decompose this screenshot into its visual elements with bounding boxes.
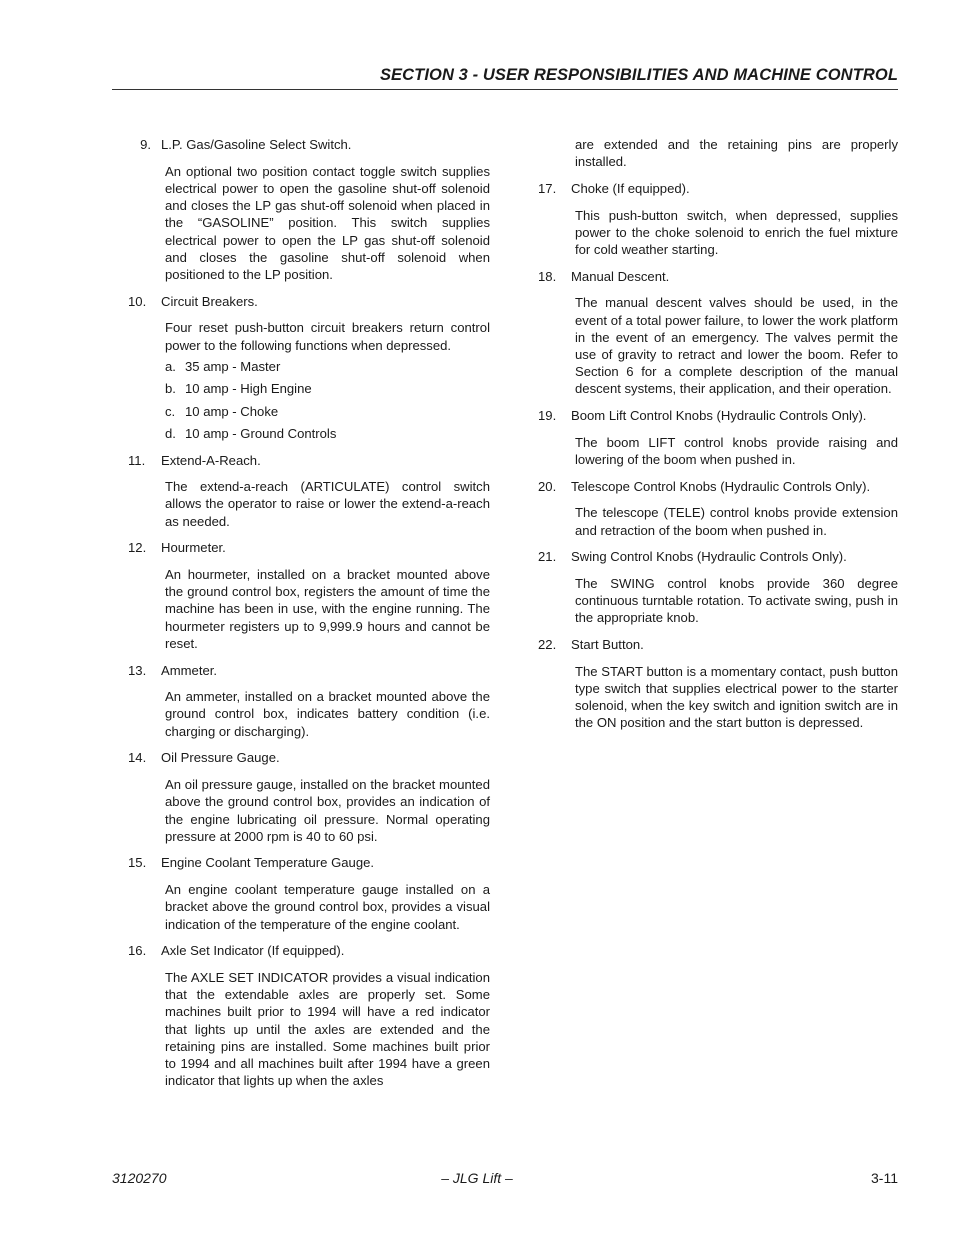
item-heading: Engine Coolant Temperature Gauge. <box>161 855 375 871</box>
item-number: 10. <box>128 293 147 309</box>
item-description: The telescope (TELE) control knobs provide extension and retraction of the boom when pushed in. <box>575 505 898 538</box>
breaker-item <box>165 380 490 397</box>
footer-page-number: 3-11 <box>871 1170 898 1186</box>
item-heading: Circuit Breakers. <box>161 293 258 309</box>
breaker-list <box>165 358 490 442</box>
item-description: The manual descent valves should be used, in the event of a total power failure, to lower the work platform in the event of an emergency. The valves permit the use of gravity to retract and lower the boom. Refer to Section 6 for a complete description of the manual descent systems, their application, and their operation. <box>575 295 898 397</box>
breaker-item <box>165 425 490 442</box>
item-description: An hourmeter, installed on a bracket mounted above the ground control box, registers the amount of time the machine has been in use, with the engine running. The hourmeter registers up to 9,999.9 hours and cannot be reset. <box>165 567 490 651</box>
item-description: The extend-a-reach (ARTICULATE) control switch allows the operator to raise or lower the extend-a-reach as needed. <box>165 479 490 529</box>
breaker-item <box>165 403 490 420</box>
item-heading: Ammeter. <box>161 662 218 678</box>
item-description: The AXLE SET INDICATOR provides a visual indication that the extendable axles are properly set. Some machines built prior to 1994 will have a red indicator that lights up until the axles are extended and the retaining pins are installed. Some machines built prior to 1994 and all machines built after 1994 have a green indicator that lights up when the axles <box>165 969 490 1089</box>
item-number: 14. <box>128 750 147 766</box>
item-description: Four reset push-button circuit breakers return control power to the following functions when depressed. <box>165 320 490 353</box>
item-heading: Axle Set Indicator (If equipped). <box>161 943 345 959</box>
item-heading: Choke (If equipped). <box>571 180 690 196</box>
item-description: An optional two position contact toggle switch supplies electrical power to open the gasoline shut-off solenoid and closes the LP gas shut-off solenoid when placed in the “GASOLINE” position. This switch supplies electrical power to open the LP gas shut-off solenoid and closes the gasoline shut-off solenoid when positioned to the LP position. <box>165 163 490 282</box>
item-number: 15. <box>128 855 147 871</box>
sub-item-letter: a. <box>165 359 176 375</box>
sub-item-letter: d. <box>165 425 176 441</box>
list-item-title <box>538 268 898 285</box>
item-number: 12. <box>128 540 147 556</box>
item-description: This push-button switch, when depressed, supplies power to the choke solenoid to enrich the fuel mixture for cold weather starting. <box>575 207 898 258</box>
list-item-title <box>128 136 490 153</box>
list-item-title <box>538 478 898 495</box>
sub-item-letter: b. <box>165 381 176 397</box>
continued-text: are extended and the retaining pins are properly installed. <box>575 137 898 170</box>
list-item-title <box>538 407 898 424</box>
list-item-title <box>538 548 898 565</box>
list-item-title <box>538 180 898 197</box>
footer-publisher: – JLG Lift – <box>441 1170 513 1186</box>
item-heading: Manual Descent. <box>571 268 670 284</box>
section-header-title: SECTION 3 - USER RESPONSIBILITIES AND MACHINE CONTROL <box>379 66 898 84</box>
sub-item-text: 10 amp - Ground Controls <box>185 425 337 441</box>
item-number: 13. <box>128 662 147 678</box>
item-number: 22. <box>538 637 557 653</box>
header-divider <box>112 89 898 90</box>
sub-item-text: 10 amp - High Engine <box>185 381 312 397</box>
item-heading: Swing Control Knobs (Hydraulic Controls Only). <box>571 549 847 565</box>
right-column <box>538 136 898 741</box>
item-heading: Telescope Control Knobs (Hydraulic Controls Only). <box>571 478 871 494</box>
list-item-title <box>128 749 490 766</box>
list-item-title <box>128 452 490 469</box>
item-heading: Start Button. <box>571 637 644 653</box>
item-heading: Extend-A-Reach. <box>161 452 261 468</box>
list-item-title <box>128 662 490 679</box>
list-item-title <box>128 854 490 871</box>
item-heading: Boom Lift Control Knobs (Hydraulic Controls Only). <box>571 408 867 424</box>
item-number: 16. <box>128 943 147 959</box>
left-column <box>128 136 490 1099</box>
item-description: An engine coolant temperature gauge installed on a bracket above the ground control box, provides a visual indication of the temperature of the engine coolant. <box>165 882 490 932</box>
item-number: 18. <box>538 268 557 284</box>
item-description: An ammeter, installed on a bracket mounted above the ground control box, indicates battery condition (i.e. charging or discharging). <box>165 689 490 739</box>
footer-doc-number: 3120270 <box>112 1170 167 1186</box>
list-item-title <box>128 942 490 959</box>
item-number: 19. <box>538 408 557 424</box>
item-description: An oil pressure gauge, installed on the bracket mounted above the ground control box, provides an indication of the engine lubricating oil pressure. Normal operating pressure at 2000 rpm is 40 to 60 psi. <box>165 777 490 844</box>
item-number: 9. <box>140 137 151 152</box>
item-number: 11. <box>128 452 146 468</box>
item-number: 17. <box>538 180 557 196</box>
item-number: 21. <box>538 549 557 565</box>
sub-item-letter: c. <box>165 403 176 419</box>
breaker-item <box>165 358 490 375</box>
item-heading: L.P. Gas/Gasoline Select Switch. <box>161 137 352 152</box>
list-item-title <box>538 636 898 653</box>
list-item-title <box>128 293 490 310</box>
item-heading: Hourmeter. <box>161 540 226 556</box>
sub-item-text: 10 amp - Choke <box>185 403 279 419</box>
item-number: 20. <box>538 478 557 494</box>
item-description: The boom LIFT control knobs provide raising and lowering of the boom when pushed in. <box>575 434 898 468</box>
item-description: The SWING control knobs provide 360 degree continuous turntable rotation. To activate swing, push in the appropriate knob. <box>575 576 898 626</box>
item-description: The START button is a momentary contact, push button type switch that supplies electrical power to the starter solenoid, when the key switch and ignition switch are in the ON position and the start button is depressed. <box>575 663 898 731</box>
sub-item-text: 35 amp - Master <box>185 359 281 375</box>
list-item-title <box>128 539 490 556</box>
item-heading: Oil Pressure Gauge. <box>161 750 280 766</box>
